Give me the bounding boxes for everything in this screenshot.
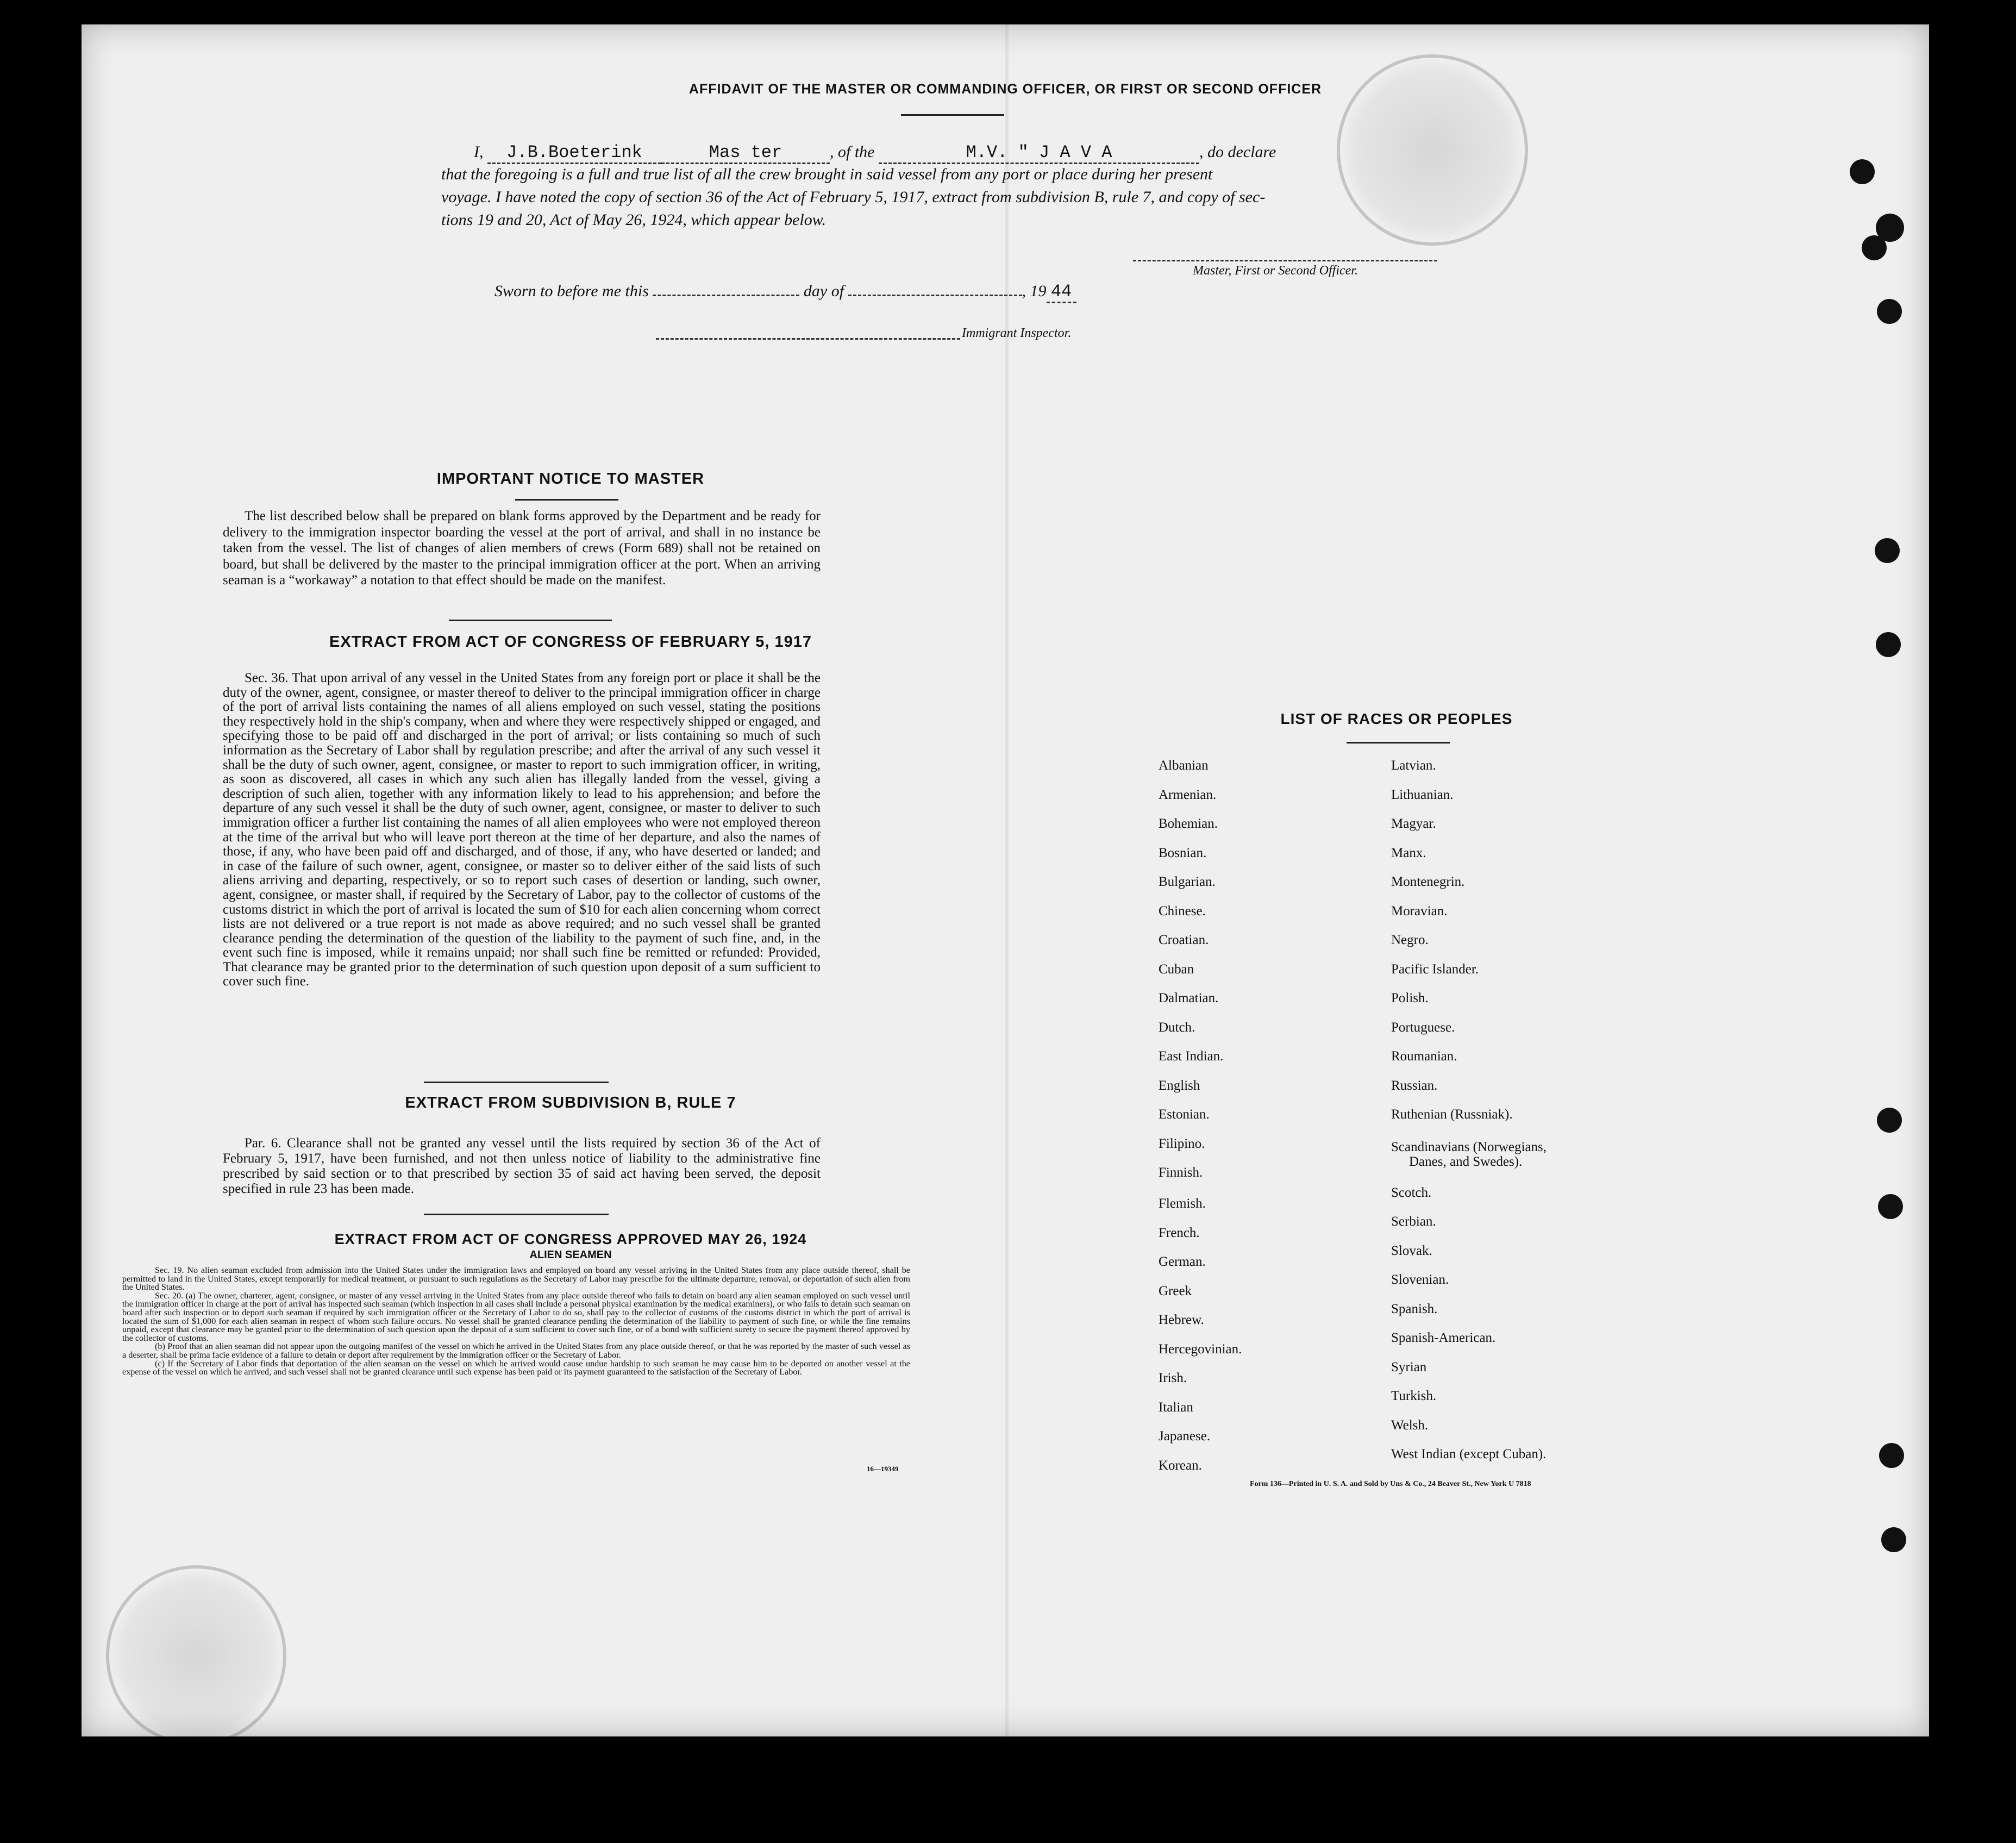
race-item: Dalmatian. [1159,991,1219,1005]
race-item: Scotch. [1391,1185,1432,1200]
form-print-line: Form 136—Printed in U. S. A. and Sold by Uns & Co., 24 Beaver St., New York U 7818 [1250,1480,1531,1488]
race-item: Roumanian. [1391,1049,1457,1064]
race-item: Negro. [1391,933,1429,947]
sec20c-text: (c) If the Secretary of Labor finds that deportation of the alien seaman on the vessel on which he arrived would cause undue hardship to such seaman he may cause him to be deported on another vessel at the expense of the vessel on which he arrived, and such vessel shall not be granted clearance until such expense has been paid or its payment guaranteed to the satisfaction of the Secretary of Labor. [122,1358,910,1377]
inspector-label: Immigrant Inspector. [962,326,1072,340]
notice-rule [515,499,618,501]
embossed-seal-bottom [106,1565,286,1746]
day-of-label: day of [803,282,844,300]
declaration-body-1: that the foregoing is a full and true list of all the crew brought in said vessel from any port or place during her present [441,165,1213,183]
race-item: Moravian. [1391,903,1448,919]
extract-1924-title: EXTRACT FROM ACT OF CONGRESS APPROVED MAY 26, 1924 [334,1231,807,1247]
punch-hole [1879,1443,1904,1468]
punch-hole [1878,1194,1903,1219]
race-item: Hebrew. [1159,1313,1204,1327]
vessel-name: M.V. " J A V A [879,142,1199,164]
race-item: Bohemian. [1159,816,1218,831]
race-item: Estonian. [1159,1107,1210,1122]
punch-hole [1850,159,1875,184]
race-item: Cuban [1159,961,1194,977]
punch-hole [1877,1108,1902,1133]
race-item: Spanish. [1391,1301,1438,1316]
rule7-title: EXTRACT FROM SUBDIVISION B, RULE 7 [405,1094,736,1111]
punch-hole [1876,632,1901,657]
sworn-line [494,282,1201,303]
race-item: Syrian [1391,1359,1427,1375]
affidavit-title: AFFIDAVIT OF THE MASTER OR COMMANDING OFFICER, OR FIRST OR SECOND OFFICER [688,82,1322,97]
race-item: German. [1159,1254,1206,1269]
race-item: Finnish. [1159,1165,1203,1180]
inspector-signature-line [656,338,960,340]
race-item: Slovak. [1391,1243,1432,1258]
notice-bottom-rule [449,620,612,621]
race-item: Croatian. [1159,933,1209,947]
race-item: Scandinavians (Norwegians, [1391,1139,1547,1154]
punch-hole [1862,235,1887,260]
race-item: Montenegrin. [1391,874,1465,889]
race-item: Lithuanian. [1391,787,1454,802]
extract-1917-title: EXTRACT FROM ACT OF CONGRESS OF FEBRUARY 5, 1917 [329,633,812,651]
race-item: Italian [1159,1400,1193,1415]
race-item: Albanian [1159,758,1209,773]
race-item: Korean. [1159,1458,1202,1473]
form-code: 16—19349 [867,1465,899,1473]
race-item: Magyar. [1391,816,1436,831]
race-item: Hercegovinian. [1159,1341,1242,1357]
race-item: Chinese. [1159,903,1206,919]
declaration-body-2: voyage. I have noted the copy of section 36 of the Act of February 5, 1917, extract from subdivision B, rule 7, and copy of sec- [441,188,1266,206]
declaration-body-3: tions 19 and 20, Act of May 26, 1924, which appear below. [441,211,827,229]
sworn-year: 44 [1047,282,1076,303]
race-item: Japanese. [1159,1429,1211,1444]
sec20b-text: (b) Proof that an alien seaman did not appear upon the outgoing manifest of the vessel on which he arrived in the United States from any place outside thereof, or that he was reported by the master of such vessel as a deserter, shall be prima facie evidence of a failure to detain or deport after requirement by the immigration officer or the Secretary of Labor. [122,1341,910,1360]
notice-text: The list described below shall be prepared on blank forms approved by the Department and be ready for delivery to the immigration inspector boarding the vessel at the port of arrival, and shall in no instance be taken from the vessel. The list of changes of alien members of crews (Form 689) shall not be retained on board, but shall be delivered by the master to the principal immigration officer at the port. When an arriving seaman is a “workaway” a notation to that effect should be made on the manifest. [223,509,821,588]
punch-hole [1877,299,1902,324]
sworn-month [848,295,1022,296]
sec20a-text: Sec. 20. (a) The owner, charterer, agent, consignee, or master of any vessel arriving in the United States from any place outside thereof who fails to detain on board any alien seaman employed on such vessel until the immigration officer in charge at the port of arrival has inspected such seaman (which inspection in all cases shall include a personal physical examination by the medical examiners), or who fails to detain such seaman on board after such inspection or to deport such seaman if required by such immigration officer or the Secretary of Labor to do so, shall pay to the collector of customs of the customs district in which the port of arrival is located the sum of $1,000 for each alien seaman in respect of whom such failure occurs. No vessel shall be granted clearance pending the determination of the liability to payment of such fine, or while the fine remains unpaid, except that clearance may be granted prior to the determination of such question upon the deposit of a sum sufficient to cover such fine, or of a bond with sufficient surety to secure the payment thereof approved by the collector of customs. [122,1290,910,1343]
punch-hole [1881,1527,1906,1552]
officer-name: J.B.Boeterink [487,142,661,164]
extract-1917-rule [424,1082,609,1083]
race-item: Flemish. [1159,1196,1206,1211]
master-signature-line [1133,260,1437,261]
race-item: Bosnian. [1159,845,1207,860]
race-item: Latvian. [1391,758,1436,773]
race-item: East Indian. [1159,1049,1224,1064]
race-item: Greek [1159,1283,1192,1298]
do-declare-label: , do declare [1199,143,1276,161]
rule7-text: Par. 6. Clearance shall not be granted any vessel until the lists required by section 36 of the Act of February 5, 1917, have been furnished, and not then unless notice of liability to the administrative fine prescribed by said section or to that prescribed by section 35 of said act having been served, the deposit specified in rule 23 has been made. [223,1136,821,1196]
i-label: I, [474,143,484,161]
year-prefix: , 19 [1022,282,1047,300]
races-left-column [1159,758,1365,1487]
extract-1924-subtitle: ALIEN SEAMEN [529,1249,612,1261]
title-rule [901,114,1004,116]
race-item: Portuguese. [1391,1020,1455,1035]
race-item: Armenian. [1159,787,1217,802]
race-item: Slovenian. [1391,1272,1449,1287]
races-right-column [1391,758,1717,1476]
race-item: English [1159,1078,1200,1093]
notice-title: IMPORTANT NOTICE TO MASTER [436,470,705,488]
race-item: Welsh. [1391,1417,1429,1433]
punch-hole [1875,538,1900,563]
races-title: LIST OF RACES OR PEOPLES [1280,710,1513,727]
race-item: Danes, and Swedes). [1409,1154,1523,1169]
race-item: Manx. [1391,845,1426,860]
race-item: Bulgarian. [1159,874,1216,889]
race-item: Russian. [1391,1078,1438,1093]
sworn-day [653,295,799,296]
master-signature-label: Master, First or Second Officer. [1193,264,1358,278]
race-item: Serbian. [1391,1214,1436,1229]
extract-1917-text: Sec. 36. That upon arrival of any vessel in the United States from any foreign port or place it shall be the duty of the owner, agent, consignee, or master thereof to deliver to the principal immigration officer in charge of the port of arrival lists containing the names of all aliens employed on such vessel, stating the positions they respectively hold in the ship's company, when and where they were respectively shipped or engaged, and specifying those to be paid off and discharged in the port of arrival; or lists containing so much of such information as the Secretary of Labor shall by regulation prescribe; and after the arrival of any such vessel it shall be the duty of such owner, agent, consignee, or master to report to such immigration officer, in writing, as soon as discovered, all cases in which any such alien has illegally landed from the vessel, giving a description of such alien, together with any information likely to lead to his apprehension; and before the departure of any such vessel it shall be the duty of such owner, agent, consignee, or master to deliver to such immigration officer a further list containing the names of all alien employees who were not employed thereon at the time of the arrival but who will leave port thereon at the time of her departure, and also the names of those, if any, who have been paid off and discharged, and of those, if any, who have deserted or landed; and in case of the failure of such owner, agent, consignee, or master so to deliver either of the said lists of such aliens arriving and departing, respectively, or so to report such cases of desertion or landing, such owner, agent, consignee, or master shall, if required by the Secretary of Labor, pay to the collector of customs of the customs district in which the port of arrival is located the sum of $10 for each alien concerning whom correct lists are not delivered or a true report is not made as above required; and no such vessel shall be granted clearance pending the determination of the question of the liability to the payment of such fine, and, in the event such fine is imposed, while it remains unpaid; nor shall such fine be remitted or refunded: Provided, That clearance may be granted prior to the determination of such question upon deposit of a sum sufficient to cover such fine. [223,671,821,989]
declaration-line [474,142,1468,164]
sec19-text: Sec. 19. No alien seaman excluded from admission into the United States under the immigration laws and employed on board any vessel arriving in the United States from any place outside thereof, shall be permitted to land in the United States, except temporarily for medical treatment, or pursuant to such regulations as the Secretary of Labor may prescribe for the ultimate departure, removal, or deportation of such alien from the United States. [122,1265,910,1292]
officer-rank: Mas ter [661,142,830,164]
race-item: Pacific Islander. [1391,961,1479,977]
rule7-rule [424,1214,609,1215]
extract-1924-text [122,1266,910,1377]
race-item: Dutch. [1159,1020,1195,1035]
of-the-label: , of the [830,143,875,161]
race-item: Irish. [1159,1371,1187,1385]
races-rule [1347,742,1450,744]
race-item: Polish. [1391,991,1429,1005]
race-item: Spanish-American. [1391,1330,1496,1345]
race-item: Filipino. [1159,1136,1205,1151]
sworn-label: Sworn to before me this [494,282,649,300]
race-item: Turkish. [1391,1389,1437,1403]
race-item: West Indian (except Cuban). [1391,1447,1547,1461]
race-item: French. [1159,1225,1200,1240]
race-item: Ruthenian (Russniak). [1391,1107,1513,1122]
